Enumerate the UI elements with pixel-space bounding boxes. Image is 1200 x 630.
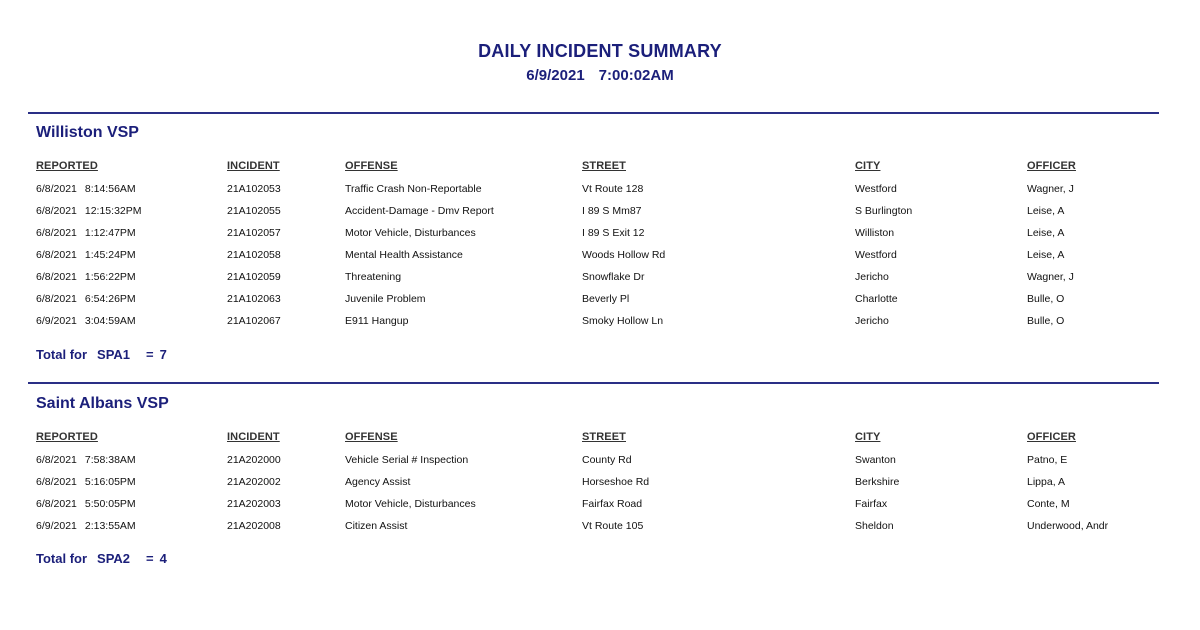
cell-street: I 89 S Exit 12 [582,227,645,239]
cell-street: Horseshoe Rd [582,476,650,488]
reported-time: 3:04:59AM [84,315,136,327]
section-total [36,347,167,362]
cell-city: S Burlington [855,205,913,217]
reported-time: 2:13:55AM [84,520,136,532]
cell-city: Charlotte [855,293,898,305]
cell-incident: 21A202003 [227,498,281,510]
reported-time: 6:54:26PM [84,293,136,305]
cell-incident: 21A102053 [227,183,281,195]
cell-incident: 21A102063 [227,293,281,305]
cell-officer: Leise, A [1027,249,1065,261]
cell-street: Beverly Pl [582,293,630,305]
reported-date: 6/8/2021 [36,476,77,488]
cell-city: Westford [855,183,897,195]
cell-offense: Vehicle Serial # Inspection [345,454,469,466]
reported-date: 6/9/2021 [36,315,77,327]
total-count: 4 [159,551,167,566]
cell-incident: 21A202008 [227,520,281,532]
cell-city: Westford [855,249,897,261]
cell-street: Woods Hollow Rd [582,249,666,261]
cell-reported [36,183,136,195]
cell-incident: 21A102058 [227,249,281,261]
cell-reported [36,476,136,488]
cell-city: Sheldon [855,520,894,532]
cell-incident: 21A102067 [227,315,281,327]
report-date: 6/9/2021 [526,67,585,84]
cell-incident: 21A202002 [227,476,281,488]
cell-city: Jericho [855,315,889,327]
cell-officer: Bulle, O [1027,315,1065,327]
reported-time: 1:12:47PM [84,227,136,239]
cell-incident: 21A102059 [227,271,281,283]
cell-incident: 21A202000 [227,454,281,466]
column-header-street: STREET [582,160,626,172]
cell-reported [36,498,136,510]
total-equals: = [146,551,154,566]
cell-street: Fairfax Road [582,498,643,510]
reported-date: 6/8/2021 [36,454,77,466]
section-title: Williston VSP [36,124,139,141]
total-label: Total for [36,551,88,566]
cell-offense: Citizen Assist [345,520,408,532]
cell-officer: Leise, A [1027,205,1065,217]
total-count: 7 [159,347,167,362]
reported-time: 1:56:22PM [84,271,136,283]
cell-reported [36,293,136,305]
cell-reported [36,271,136,283]
reported-time: 1:45:24PM [84,249,136,261]
cell-officer: Lippa, A [1027,476,1065,488]
total-group: SPA2 [97,551,131,566]
section-divider [28,112,1159,114]
column-header-city: CITY [855,160,881,172]
cell-city: Williston [855,227,895,239]
cell-offense: Accident-Damage - Dmv Report [345,205,494,217]
report-datetime [0,67,1200,84]
cell-reported [36,520,136,532]
cell-officer: Underwood, Andr [1027,520,1109,532]
cell-offense: Traffic Crash Non-Reportable [345,183,482,195]
column-header-reported: REPORTED [36,160,98,172]
column-header-officer: OFFICER [1027,160,1076,172]
cell-officer: Leise, A [1027,227,1065,239]
column-header-city: CITY [855,431,881,443]
reported-date: 6/8/2021 [36,183,77,195]
reported-date: 6/8/2021 [36,249,77,261]
reported-date: 6/8/2021 [36,205,77,217]
cell-reported [36,315,136,327]
reported-time: 8:14:56AM [84,183,136,195]
total-group: SPA1 [97,347,131,362]
section-title: Saint Albans VSP [36,395,169,412]
report-time: 7:00:02AM [598,67,674,84]
cell-offense: E911 Hangup [345,315,409,327]
cell-incident: 21A102057 [227,227,281,239]
cell-street: I 89 S Mm87 [582,205,642,217]
column-header-offense: OFFENSE [345,160,398,172]
reported-time: 5:50:05PM [84,498,136,510]
cell-street: Vt Route 105 [582,520,644,532]
column-header-incident: INCIDENT [227,431,280,443]
cell-offense: Agency Assist [345,476,411,488]
cell-offense: Threatening [345,271,402,283]
cell-city: Fairfax [855,498,888,510]
cell-street: Smoky Hollow Ln [582,315,664,327]
cell-reported [36,249,136,261]
reported-date: 6/8/2021 [36,293,77,305]
reported-date: 6/8/2021 [36,271,77,283]
cell-officer: Wagner, J [1027,271,1074,283]
cell-offense: Motor Vehicle, Disturbances [345,498,476,510]
column-header-incident: INCIDENT [227,160,280,172]
cell-city: Swanton [855,454,896,466]
reported-time: 5:16:05PM [84,476,136,488]
column-header-offense: OFFENSE [345,431,398,443]
cell-reported [36,454,136,466]
cell-reported [36,227,136,239]
total-label: Total for [36,347,88,362]
cell-street: Vt Route 128 [582,183,644,195]
cell-reported [36,205,142,217]
section-divider [28,382,1159,384]
reported-date: 6/9/2021 [36,520,77,532]
column-header-reported: REPORTED [36,431,98,443]
reported-date: 6/8/2021 [36,227,77,239]
cell-officer: Patno, E [1027,454,1068,466]
reported-time: 7:58:38AM [84,454,136,466]
cell-officer: Bulle, O [1027,293,1065,305]
reported-time: 12:15:32PM [84,205,142,217]
cell-city: Jericho [855,271,889,283]
cell-offense: Juvenile Problem [345,293,426,305]
cell-street: County Rd [582,454,632,466]
cell-city: Berkshire [855,476,900,488]
report-title: DAILY INCIDENT SUMMARY [478,41,722,61]
column-header-street: STREET [582,431,626,443]
cell-street: Snowflake Dr [582,271,645,283]
cell-officer: Wagner, J [1027,183,1074,195]
reported-date: 6/8/2021 [36,498,77,510]
section-total [36,551,167,566]
cell-officer: Conte, M [1027,498,1070,510]
cell-offense: Motor Vehicle, Disturbances [345,227,476,239]
total-equals: = [146,347,154,362]
column-header-officer: OFFICER [1027,431,1076,443]
cell-offense: Mental Health Assistance [345,249,463,261]
cell-incident: 21A102055 [227,205,281,217]
